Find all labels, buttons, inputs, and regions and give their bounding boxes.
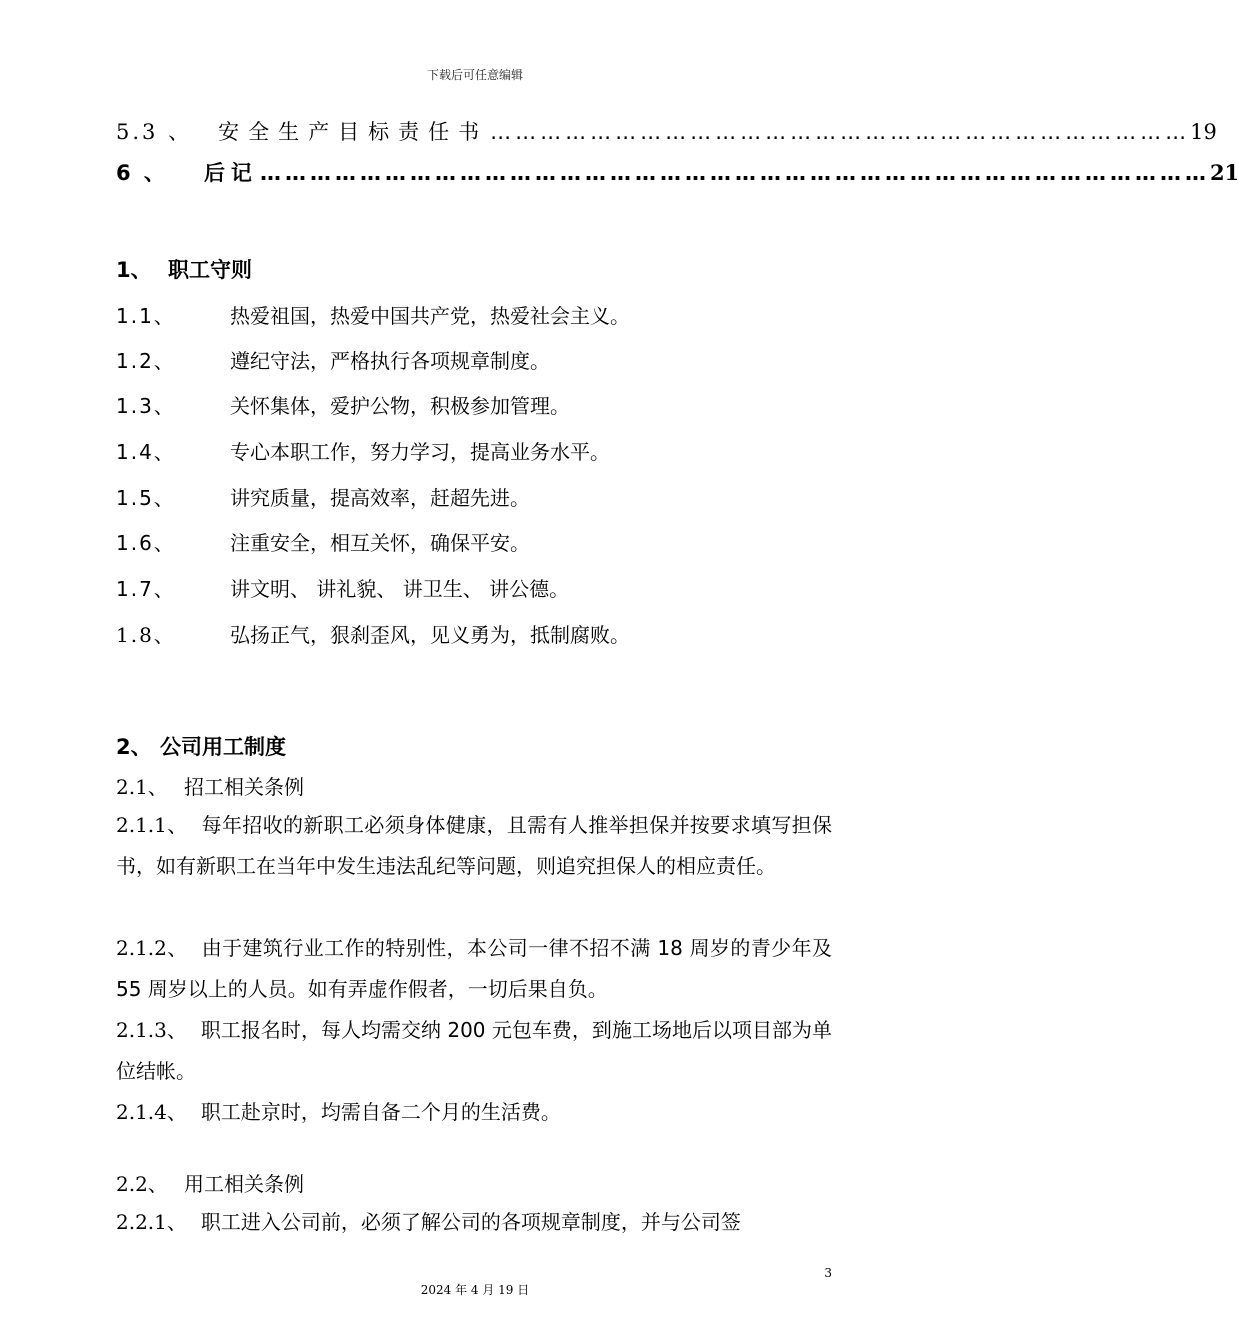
rule-item <box>116 482 530 511</box>
rule-number: 1.7、 <box>116 577 176 601</box>
clause-text: 职工赴京时，均需自备二个月的生活费。 <box>200 1100 561 1124</box>
section-1-heading <box>116 254 252 284</box>
toc-title: 后记 <box>203 161 258 185</box>
rule-text: 关怀集体，爱护公物，积极参加管理。 <box>230 394 570 418</box>
subsection-number: 2.2、 <box>116 1172 168 1196</box>
clause-text: 职工报名时，每人均需交纳 200 元包车费，到施工场地后以项目部为单位结帐。 <box>116 1018 832 1083</box>
page-number: 3 <box>824 1266 832 1280</box>
rule-number: 1.2、 <box>116 349 176 373</box>
rule-text: 热爱祖国，热爱中国共产党，热爱社会主义。 <box>230 304 630 328</box>
rule-text: 遵纪守法，严格执行各项规章制度。 <box>230 349 550 373</box>
rule-number: 1.8、 <box>116 623 176 647</box>
rule-number: 1.6、 <box>116 531 176 555</box>
subsection-2-2-heading <box>116 1168 304 1197</box>
rule-item <box>116 619 630 648</box>
subsection-title: 用工相关条例 <box>184 1172 304 1196</box>
clause-paragraph <box>116 805 832 887</box>
clause-text: 每年招收的新职工必须身体健康，且需有人推举担保并按要求填写担保书，如有新职工在当年中发生违法乱纪等问题，则追究担保人的相应责任。 <box>116 813 833 878</box>
clause-number: 2.2.1、 <box>116 1210 187 1234</box>
section-title: 职工守则 <box>168 258 252 282</box>
rule-item <box>116 436 610 465</box>
toc-title: 安全生产目标责任书 <box>218 120 489 144</box>
toc-leader-dots: ………………………………………………………………………… <box>490 120 1191 144</box>
rule-text: 专心本职工作，努力学习，提高业务水平。 <box>230 440 610 464</box>
rule-text: 注重安全，相互关怀，确保平安。 <box>230 531 530 555</box>
rule-text: 讲文明、 讲礼貌、 讲卫生、 讲公德。 <box>230 577 570 601</box>
rule-number: 1.4、 <box>116 440 176 464</box>
section-title: 公司用工制度 <box>160 735 286 759</box>
clause-number: 2.1.4、 <box>116 1100 187 1124</box>
toc-entry-5-3[interactable] <box>116 116 1217 146</box>
subsection-2-1-heading <box>116 771 304 800</box>
clause-paragraph <box>116 1010 832 1092</box>
subsection-title: 招工相关条例 <box>184 775 304 799</box>
toc-entry-6[interactable] <box>116 157 1239 187</box>
toc-page: 19 <box>1190 120 1217 144</box>
rule-item <box>116 390 570 419</box>
page-header: 下载后可任意编辑 <box>426 68 523 82</box>
rule-item <box>116 300 630 329</box>
rule-number: 1.1、 <box>116 304 176 328</box>
rule-item <box>116 573 569 602</box>
clause-paragraph <box>116 1202 832 1243</box>
rule-text: 讲究质量，提高效率，赶超先进。 <box>230 486 530 510</box>
rule-number: 1.3、 <box>116 394 176 418</box>
toc-page: 21 <box>1209 160 1239 185</box>
clause-paragraph <box>116 1092 832 1133</box>
section-number: 1、 <box>116 258 152 282</box>
clause-text: 职工进入公司前，必须了解公司的各项规章制度，并与公司签 <box>200 1210 741 1234</box>
rule-number: 1.5、 <box>116 486 176 510</box>
clause-number: 2.1.2、 <box>116 936 188 960</box>
clause-text: 由于建筑行业工作的特别性，本公司一律不招不满 18 周岁的青少年及 55 周岁以上的人员。如有弄虚作假者，一切后果自负。 <box>116 936 832 1001</box>
toc-leader-dots: …………………………………………………………………………………………………… <box>259 161 1210 185</box>
section-number: 2、 <box>116 735 152 759</box>
clause-paragraph <box>116 928 832 1010</box>
clause-number: 2.1.3、 <box>116 1018 187 1042</box>
rule-item <box>116 527 530 556</box>
section-2-heading <box>116 731 286 761</box>
clause-number: 2.1.1、 <box>116 813 188 837</box>
rule-item <box>116 345 550 374</box>
subsection-number: 2.1、 <box>116 775 168 799</box>
toc-num: 5.3 、 <box>116 120 193 144</box>
page-footer-date: 2024 年 4 月 19 日 <box>420 1283 530 1297</box>
toc-num: 6 、 <box>116 161 168 185</box>
rule-text: 弘扬正气，狠刹歪风，见义勇为，抵制腐败。 <box>230 623 630 647</box>
